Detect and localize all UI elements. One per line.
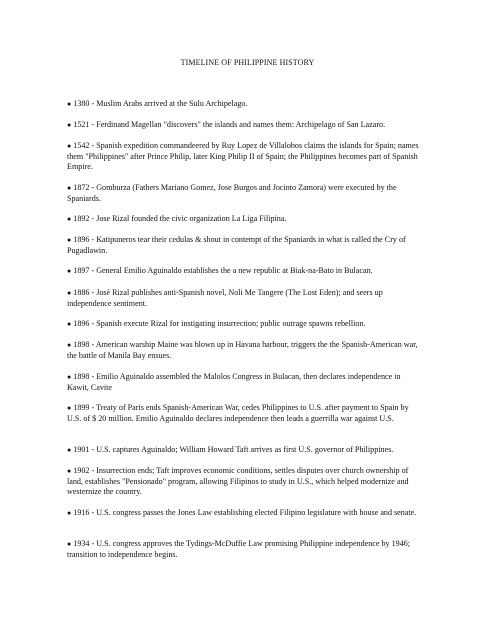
bullet-icon: ● [67,373,72,381]
timeline-entry-text: 1897 - General Emilio Aguinaldo establishes the a new republic at Biak-na-Bato in Bulacan. [73,266,373,275]
bullet-icon: ● [67,215,72,223]
page-title: TIMELINE OF PHILIPPINE HISTORY [180,58,315,67]
timeline-entry-text: 1521 - Ferdinand Magellan "discovers" the islands and names them: Archipelago of San Lazaro. [73,120,386,129]
bullet-icon: ● [67,142,72,150]
bullet-icon: ● [67,341,72,349]
timeline-entry [67,235,419,256]
bullet-icon: ● [67,404,72,412]
timeline-entry [67,99,419,110]
timeline-entry [67,288,419,309]
bullet-icon: ● [67,236,72,244]
timeline-entry-text: 1886 - José Rizal publishes anti-Spanish novel, Noli Me Tangere (The Lost Eden); and seers up independence sentiment. [67,288,383,308]
timeline-entry-text: 1380 - Muslim Arabs arrived at the Sulu Archipelago. [73,99,248,108]
timeline-entry-text: 1934 - U.S. congress approves the Tydings-McDuffie Law promising Philippine independence by 1946; transition to independence begins. [67,539,411,559]
bullet-icon: ● [67,267,72,275]
timeline-entry-text: 1916 - U.S. congress passes the Jones Law establishing elected Filipino legislature with house and senate. [73,508,417,517]
timeline-entry [67,466,419,498]
bullet-icon: ● [67,121,72,129]
timeline-entry-text: 1896 - Katipuneros tear their cedulas & shout in contempt of the Spaniards in what is called the Cry of Pugadlawin. [67,235,406,255]
timeline-entry-text: 1892 - Jose Rizal founded the civic organization La Liga Filipina. [73,214,287,223]
timeline-entry [67,214,419,225]
timeline-entry-text: 1898 - American warship Maine was blown up in Havana harbour, triggers the the Spanish-American war, the battle of Manila Bay ensues. [67,340,418,360]
bullet-icon: ● [67,320,72,328]
bullet-icon: ● [67,100,72,108]
bullet-icon: ● [67,467,72,475]
timeline-entry [67,120,419,131]
timeline-entry-text: 1901 - U.S. captures Aguinaldo; William Howard Taft arrives as first U.S. governor of Philippines. [73,445,394,454]
timeline-entry-text: 1896 - Spanish execute Rizal for instigating insurrection; public outrage spawns rebellion. [73,319,366,328]
timeline-entry-text: 1899 - Treaty of Paris ends Spanish-American War, cedes Philippines to U.S. after payment to Spain by U.S. of $ 20 million. Emilio Aguinaldo declares independence then leads a guerrilla war against U.S. [67,403,409,423]
timeline-entry [67,372,419,393]
bullet-icon: ● [67,289,72,297]
bullet-icon: ● [67,184,72,192]
timeline-entry [67,340,419,361]
timeline-entry [67,183,419,204]
timeline-entry [67,266,419,277]
bullet-icon: ● [67,540,72,548]
timeline-entry [67,445,419,456]
timeline-entry-text: 1872 - Gomburza (Fathers Mariano Gomez, Jose Burgos and Jocinto Zamora) were executed by the Spaniards. [67,183,397,203]
timeline-entry-text: 1902 - Insurrection ends; Taft improves economic conditions, settles disputes over church ownership of land, establishes "Pensionado" program, allowing Filipinos to study in U.S., which helped modernize and westernize the country. [67,466,409,497]
timeline-entry-text: 1898 - Emilio Aguinaldo assembled the Malolos Congress in Bulacan, then declares independence in Kawit, Cavite [67,372,401,392]
bullet-icon: ● [67,509,72,517]
timeline-entry [67,508,419,519]
timeline-entry [67,319,419,330]
bullet-icon: ● [67,446,72,454]
timeline-entry-text: 1542 - Spanish expedition commandeered by Ruy Lopez de Villalobos claims the islands for Spain; names them "Philippines" after Prince Philip, later King Philip II of Spain; the Philippines becomes part of Spanish Empire. [67,141,419,172]
timeline-entry [67,403,419,424]
timeline-entry [67,141,419,173]
timeline-entry [67,539,419,560]
